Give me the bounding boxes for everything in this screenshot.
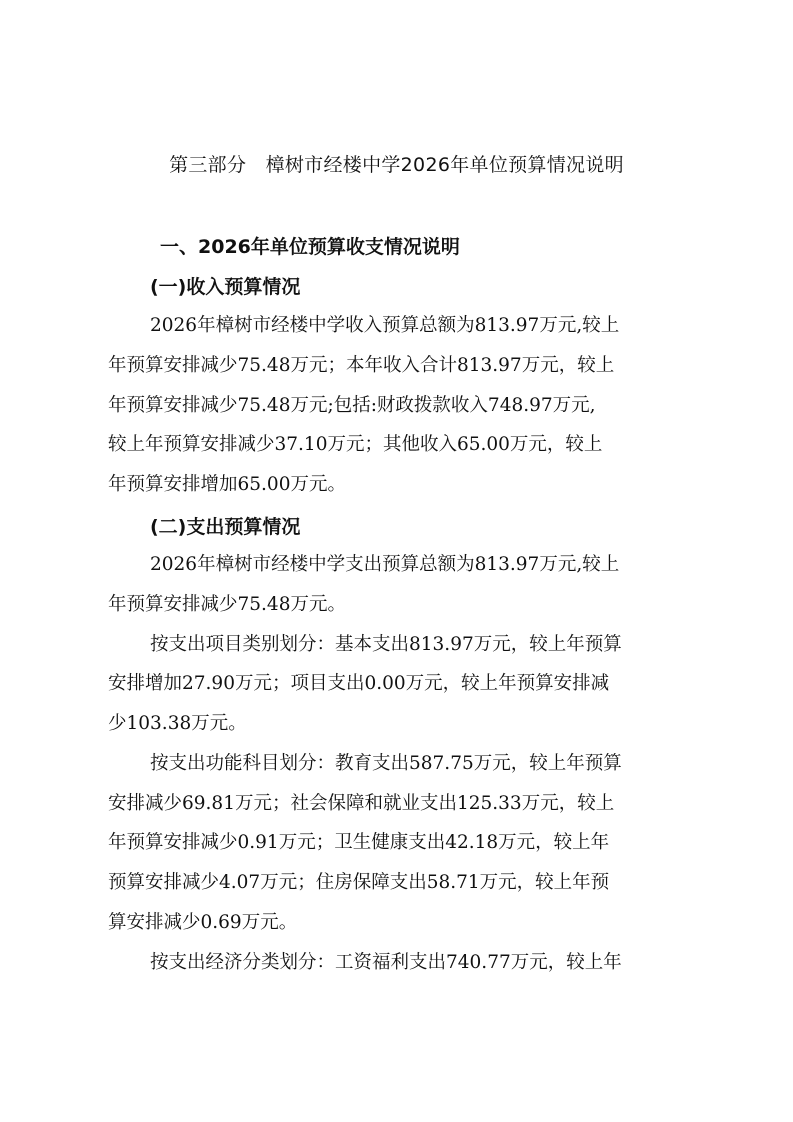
- paragraph-line: 按支出项目类别划分：基本支出813.97万元，较上年预算: [150, 634, 622, 655]
- paragraph-line: 2026年樟树市经楼中学收入预算总额为813.97万元,较上: [150, 315, 620, 336]
- section-heading: 一、2026年单位预算收支情况说明: [160, 236, 460, 258]
- expenditure-heading: (二)支出预算情况: [150, 516, 301, 538]
- paragraph-line: 按支出经济分类划分：工资福利支出740.77万元，较上年: [150, 952, 622, 973]
- paragraph-line: 年预算安排减少0.91万元；卫生健康支出42.18万元，较上年: [108, 832, 610, 853]
- paragraph-line: 预算安排减少4.07万元；住房保障支出58.71万元，较上年预: [108, 872, 610, 893]
- paragraph-line: 年预算安排增加65.00万元。: [108, 474, 346, 495]
- page-title: 第三部分 樟树市经楼中学2026年单位预算情况说明: [169, 154, 624, 176]
- paragraph-line: 较上年预算安排减少37.10万元；其他收入65.00万元，较上: [108, 434, 603, 455]
- paragraph-line: 年预算安排减少75.48万元;包括:财政拨款收入748.97万元,: [108, 395, 596, 416]
- income-heading: (一)收入预算情况: [150, 276, 301, 298]
- paragraph-line: 安排增加27.90万元；项目支出0.00万元，较上年预算安排减: [108, 673, 610, 694]
- paragraph-line: 安排减少69.81万元；社会保障和就业支出125.33万元，较上: [108, 793, 615, 814]
- paragraph-line: 算安排减少0.69万元。: [108, 912, 298, 933]
- paragraph-line: 按支出功能科目划分：教育支出587.75万元，较上年预算: [150, 753, 622, 774]
- paragraph-line: 少103.38万元。: [108, 713, 247, 734]
- paragraph-line: 年预算安排减少75.48万元。: [108, 594, 346, 615]
- paragraph-line: 2026年樟树市经楼中学支出预算总额为813.97万元,较上: [150, 554, 620, 575]
- paragraph-line: 年预算安排减少75.48万元；本年收入合计813.97万元，较上: [108, 355, 615, 376]
